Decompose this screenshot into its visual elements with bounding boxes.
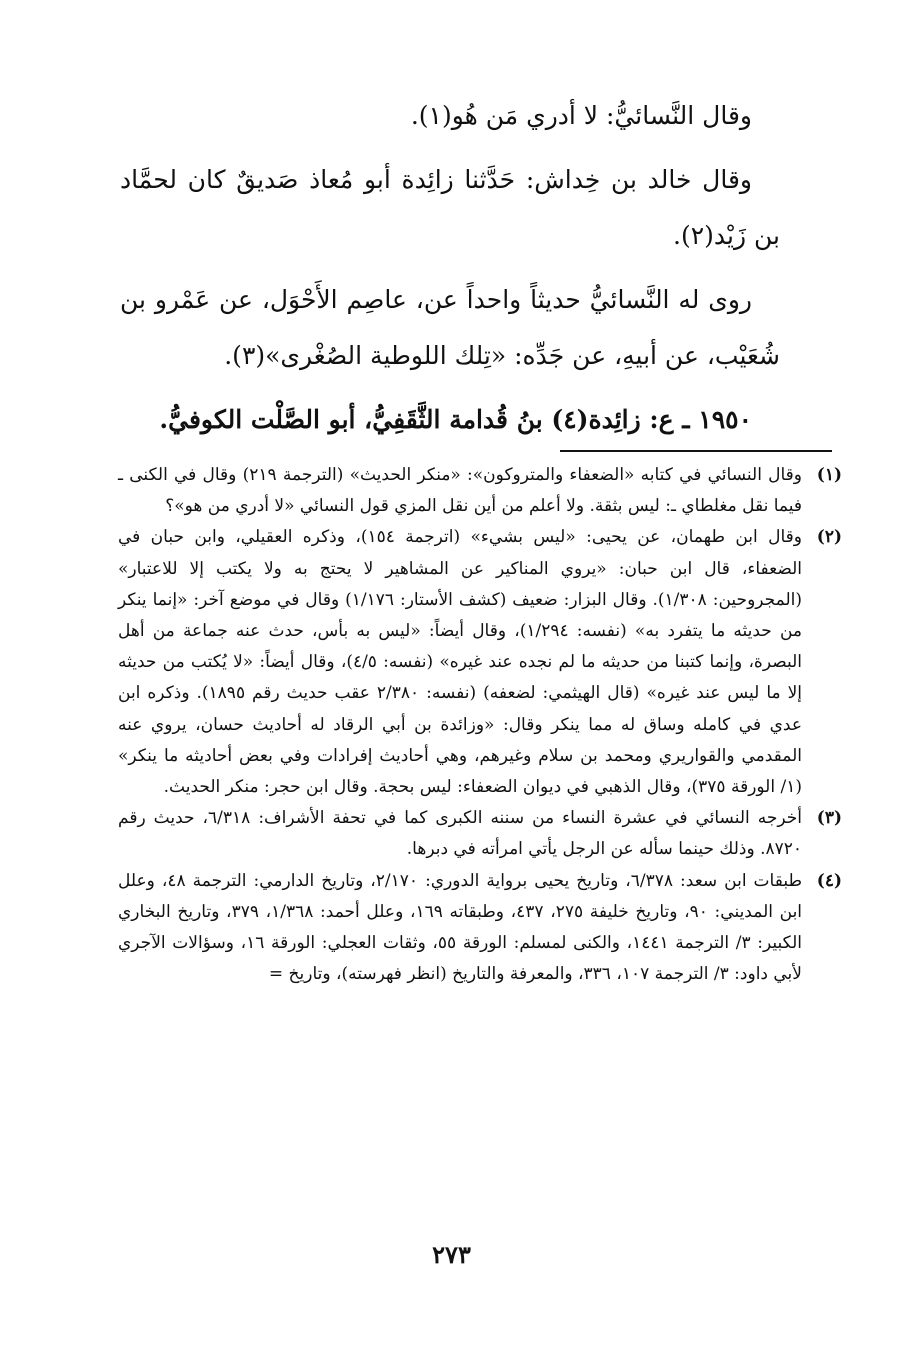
footnote-number: (٢) <box>816 527 842 548</box>
footnote-divider <box>560 450 832 452</box>
footnote-text: أخرجه النسائي في عشرة النساء من سننه الكبرى كما في تحفة الأشراف: ٦/٣١٨، حديث رقم ٨٧٢٠. وذلك حينما سأله عن الرجل يأتي امرأته في دبرها. <box>118 808 802 860</box>
footnote-text: وقال ابن طهمان، عن يحيى: «ليس بشيء» (اترجمة ١٥٤)، وذكره العقيلي، وابن حبان في الضعفاء، قال ابن حبان: «يروي المناكير عن المشاهير لا يحتج به ولا يكتب إلا للاعتبار» (المجروحين: ١/٣٠٨). وقال البزار: ضعيف (كشف الأستار: ١/١٧٦) وقال في موضع آخر: «إنما ينكر من حديثه ما يتفرد به» (نفسه: ١/٢٩٤)، وقال أيضاً: «ليس به بأس، حدث عنه جماعة من أهل البصرة، وإنما كتبنا من حديثه ما لم نجده عند غيره» (نفسه: ٤/٥)، وقال أيضاً: «لا يُكتب من حديثه إلا ما ليس عند غيره» (قال الهيثمي: لضعفه) (نفسه: ٢/٣٨٠ عقب حديث رقم ١٨٩٥). وذكره ابن عدي في كامله وساق له مما ينكر وقال: «وزائدة بن أبي الرقاد له أحاديث حسان، يروي عنه المقدمي والقواريري ومحمد بن سلام وغيرهم، وهي أحاديث إفرادات وفي بعض أحاديثه ما ينكر» (١/ الورقة ٣٧٥)، وقال الذهبي في ديوان الضعفاء: ليس بحجة. وقال ابن حجر: منكر الحديث. <box>118 527 802 798</box>
footnote-number: (١) <box>816 465 842 485</box>
main-paragraph-entry-1950: ١٩٥٠ ـ ع: زائِدة(٤) بنُ قُدامة الثَّقَفِيُّ، أبو الصَّلْت الكوفيُّ. <box>159 405 752 434</box>
footnote-1 <box>118 460 842 522</box>
footnote-2 <box>118 522 842 803</box>
footnote-text: وقال النسائي في كتابه «الضعفاء والمتروكون»: «منكر الحديث» (الترجمة ٢١٩) وقال في الكنى ـ فيما نقل مغلطاي ـ: ليس بثقة. ولا أعلم من أين نقل المزي قول النسائي «لا أدري من هو»؟ <box>118 465 802 517</box>
main-paragraph-nasai-quote: وقال النَّسائيُّ: لا أدري مَن هُو(١). <box>410 101 752 130</box>
main-text <box>120 88 780 456</box>
footnotes <box>118 460 842 990</box>
footnote-3 <box>118 803 842 865</box>
main-paragraph-narration: روى له النَّسائيُّ حديثاً واحداً عن، عاصِم الأَحْوَل، عن عَمْرو بن شُعَيْب، عن أبيهِ، عن جَدِّه: «تِلك اللوطية الصُغْرى»(٣). <box>120 285 780 370</box>
footnote-4 <box>118 866 842 991</box>
footnote-number: (٤) <box>816 870 842 891</box>
footnote-text: طبقات ابن سعد: ٦/٣٧٨، وتاريخ يحيى برواية الدوري: ٢/١٧٠، وتاريخ الدارمي: الترجمة ٤٨، وعلل ابن المديني: ٩٠، وتاريخ خليفة ٢٧٥، ٤٣٧، وطبقاته ١٦٩، وعلل أحمد: ١/٣٦٨، ٣٧٩، وتاريخ البخاري الكبير: ٣/ الترجمة ١٤٤١، والكنى لمسلم: الورقة ٥٥، وثقات العجلي: الورقة ١٦، وسؤالات الآجري لأبي داود: ٣/ الترجمة ١٠٧، ٣٣٦، والمعرفة والتاريخ (انظر فهرسته)، وتاريخ = <box>118 870 803 985</box>
main-paragraph-khalid-quote: وقال خالد بن خِداش: حَدَّثنا زائِدة أبو مُعاذ صَديقٌ كان لحمَّاد بن زَيْد(٢). <box>120 165 780 250</box>
page-number: ٢٧٣ <box>432 1240 471 1269</box>
footnote-number: (٣) <box>816 808 842 829</box>
